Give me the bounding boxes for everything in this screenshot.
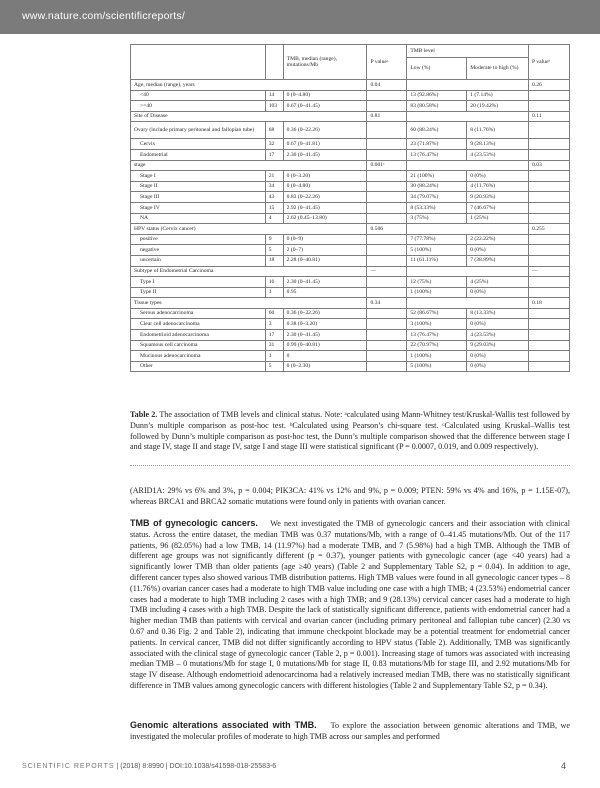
p-value-a-cell (367, 330, 407, 341)
low-cell: 3 (100%) (407, 319, 467, 330)
label-cell: Ovary (include primary peritoneal and fallopian tube) (131, 122, 266, 139)
p-value-b-cell (529, 234, 570, 245)
moderate-high-cell: 8 (11.76%) (467, 122, 529, 139)
header-n-cell (265, 45, 283, 80)
moderate-high-cell: 0 (0%) (467, 361, 529, 372)
n-cell: 32 (265, 139, 283, 150)
group-label-cell: Subtype of Endometrial Carcinoma (131, 266, 367, 277)
p-value-a-cell: 0.506 (367, 224, 407, 235)
moderate-high-cell: 4 (23.53%) (467, 330, 529, 341)
moderate-high-cell: 0 (0%) (467, 245, 529, 256)
section-text: To explore the association between genomic alterations and TMB, we investigated the molecular profiles of moderate to high TMB across our samples and performed (130, 721, 570, 741)
p-value-b-cell: 0.11 (529, 111, 570, 122)
p-value-b-cell (529, 90, 570, 101)
moderate-high-cell: 0 (0%) (467, 351, 529, 362)
label-cell: NA (131, 213, 266, 224)
n-cell: 103 (265, 101, 283, 112)
empty-cell (407, 224, 529, 235)
label-cell: Mucinous adenocarcinoma (131, 351, 266, 362)
low-cell: 5 (100%) (407, 361, 467, 372)
section-text: We next investigated the TMB of gynecologic cancers and their association with clinical status. Across the entire dataset, the median TMB was 0.37 mutations/Mb, with a range of 0–41.45 mutations/Mb. Out of the 117 patients, 96 (82.05%) had a low TMB, 14 (11.97%) had a moderate TMB, and 7 (5.98%) had a high TMB. Although the TMB of different age groups was not significantly different (p = 0.37), younger patients with gynecologic cancer (age <40 years) had a significantly lower TMB than older patients (age ≥40 years) (Table 2 and Supplementary Table S2, p = 0.04). In addition to age, different cancer types also showed various TMB distribution patterns. High TMB values were found in all gynecologic cancer types – 8 (11.76%) ovarian cancer cases had a moderate to high TMB value including one case with a high TMB; 4 (23.53%) endometrial cancer cases had a moderate to high TMB including 2 cases with a high TMB; and 9 (28.13%) cervical cancer cases had a moderate to high TMB including 4 cases with a high TMB. Despite the lack of statistically significant difference, patients with endometrial cancer had a higher median TMB than patients with cervical and ovarian cancer (including primary peritoneal and fallopian tube cancer) (2.30 vs 0.67 and 0.36 Fig. 2 and Table 2), indicating that immune checkpoint blockade may be a potential treatment for endometrial cancer patients. In cervical cancer, TMB did not differ significantly according to HPV status (Table 2). Additionally, TMB was significantly associated with the clinical stage of gynecologic cancer (Table 2, p = 0.001). Increasing stage of tumors was associated with increasing median TMB – 0 mutations/Mb for stage I, 0 mutations/Mb for stage II, 0.83 mutations/Mb for stage III, and 2.92 mutations/Mb for stage IV disease. Although endometrioid adenocarcinoma had a relatively increased median TMB, there was no statistically significant difference in TMB values among gynecologic cancers with different histologies (Table 2 and Supplementary Table S2, p = 0.34). (130, 519, 570, 690)
table-group-row (131, 224, 570, 235)
table-row (131, 255, 570, 266)
table-row (131, 122, 570, 139)
header-low: Low (%) (407, 58, 467, 80)
header-band (0, 0, 600, 34)
header-p-value-b: P valueᵇ (529, 45, 570, 80)
caption-label: Table 2. (130, 410, 158, 419)
section-heading: Genomic alterations associated with TMB. (130, 720, 317, 730)
p-value-a-cell (367, 149, 407, 160)
label-cell: Stage IV (131, 202, 266, 213)
tmb-cell: 2.30 (0–41.45) (283, 277, 367, 288)
moderate-high-cell: 9 (28.13%) (467, 139, 529, 150)
tmb-cell: 0.99 (0–40.81) (283, 340, 367, 351)
label-cell: Type II (131, 287, 266, 298)
low-cell: 7 (77.78%) (407, 234, 467, 245)
low-cell: 23 (71.87%) (407, 139, 467, 150)
p-value-b-cell (529, 245, 570, 256)
empty-cell (407, 80, 529, 91)
tmb-cell: 0 (0–2.30) (283, 361, 367, 372)
p-value-a-cell (367, 340, 407, 351)
tmb-cell: 0.67 (0–41.45) (283, 101, 367, 112)
p-value-a-cell (367, 245, 407, 256)
label-cell: Stage II (131, 181, 266, 192)
moderate-high-cell: 4 (25%) (467, 277, 529, 288)
tmb-cell: 0 (0–4.80) (283, 181, 367, 192)
moderate-high-cell: 9 (20.93%) (467, 192, 529, 203)
p-value-a-cell: 0.04 (367, 80, 407, 91)
moderate-high-cell: 0 (0%) (467, 171, 529, 182)
table-row (131, 319, 570, 330)
moderate-high-cell: 4 (11.76%) (467, 181, 529, 192)
p-value-b-cell (529, 213, 570, 224)
table-row (131, 149, 570, 160)
tmb-cell: 2.28 (0–40.81) (283, 255, 367, 266)
table-row (131, 277, 570, 288)
low-cell: 34 (79.07%) (407, 192, 467, 203)
p-value-b-cell (529, 101, 570, 112)
low-cell: 8 (53.33%) (407, 202, 467, 213)
p-value-a-cell (367, 171, 407, 182)
p-value-a-cell (367, 308, 407, 319)
empty-cell (407, 266, 529, 277)
label-cell: Endometrioid adenocarcinoma (131, 330, 266, 341)
n-cell: 43 (265, 192, 283, 203)
moderate-high-cell: 0 (0%) (467, 287, 529, 298)
p-value-a-cell (367, 319, 407, 330)
p-value-b-cell (529, 351, 570, 362)
group-label-cell: Tissue types (131, 298, 367, 309)
low-cell: 12 (75%) (407, 277, 467, 288)
table-row (131, 351, 570, 362)
header-moderate-high: Moderate to high (%) (467, 58, 529, 80)
n-cell: 5 (265, 245, 283, 256)
p-value-b-cell (529, 308, 570, 319)
tmb-cell: 0.95 (283, 287, 367, 298)
low-cell: 52 (86.67%) (407, 308, 467, 319)
table-row (131, 181, 570, 192)
n-cell: 18 (265, 255, 283, 266)
low-cell: 13 (76.47%) (407, 330, 467, 341)
low-cell: 22 (70.97%) (407, 340, 467, 351)
n-cell: 1 (265, 287, 283, 298)
header-p-value-a: P valueᵃ (367, 45, 407, 80)
p-value-a-cell: 0.34 (367, 298, 407, 309)
p-value-a-cell: 0.001ᶜ (367, 160, 407, 171)
table-row (131, 213, 570, 224)
tmb-cell: 0.36 (0–22.26) (283, 308, 367, 319)
n-cell: 1 (265, 351, 283, 362)
low-cell: 21 (100%) (407, 171, 467, 182)
label-cell: Other (131, 361, 266, 372)
empty-cell (407, 298, 529, 309)
n-cell: 60 (265, 308, 283, 319)
p-value-b-cell: 0.255 (529, 224, 570, 235)
tmb-cell: 0.83 (0–22.26) (283, 192, 367, 203)
p-value-b-cell: 0.03 (529, 160, 570, 171)
table-row (131, 234, 570, 245)
label-cell: Cervix (131, 139, 266, 150)
tmb-cell: 0 (0–3.20) (283, 171, 367, 182)
p-value-a-cell (367, 361, 407, 372)
table-group-row (131, 160, 570, 171)
group-label-cell: HPV status (Cervix cancer) (131, 224, 367, 235)
table-row (131, 101, 570, 112)
header-tmb-level: TMB level (407, 45, 529, 58)
n-cell: 17 (265, 149, 283, 160)
p-value-b-cell (529, 149, 570, 160)
p-value-b-cell (529, 277, 570, 288)
table-header-row (131, 45, 570, 58)
table-2 (130, 44, 570, 372)
empty-cell (407, 160, 529, 171)
p-value-a-cell (367, 351, 407, 362)
n-cell: 4 (265, 213, 283, 224)
label-cell: Stage I (131, 171, 266, 182)
label-cell: Type I (131, 277, 266, 288)
table-row (131, 90, 570, 101)
tmb-cell: 0.36 (0–22.26) (283, 122, 367, 139)
label-cell: uncertain (131, 255, 266, 266)
moderate-high-cell: 1 (7.14%) (467, 90, 529, 101)
p-value-b-cell: 0.18 (529, 298, 570, 309)
p-value-b-cell (529, 192, 570, 203)
label-cell: Clear cell adenocarcinoma (131, 319, 266, 330)
p-value-a-cell: 0.81 (367, 111, 407, 122)
low-cell: 1 (100%) (407, 351, 467, 362)
footer-journal: SCIENTIFIC REPORTS (22, 763, 115, 770)
low-cell: 60 (88.24%) (407, 122, 467, 139)
label-cell: Squamous cell carcinoma (131, 340, 266, 351)
p-value-a-cell (367, 277, 407, 288)
journal-url[interactable]: www.nature.com/scientificreports/ (22, 10, 185, 22)
table-row (131, 330, 570, 341)
table-row (131, 361, 570, 372)
table-row (131, 340, 570, 351)
moderate-high-cell: 9 (29.03%) (467, 340, 529, 351)
p-value-b-cell (529, 181, 570, 192)
low-cell: 3 (75%) (407, 213, 467, 224)
empty-cell (407, 111, 529, 122)
n-cell: 31 (265, 340, 283, 351)
p-value-a-cell (367, 202, 407, 213)
table-caption (130, 410, 570, 453)
label-cell: negative (131, 245, 266, 256)
p-value-b-cell (529, 139, 570, 150)
n-cell: 15 (265, 202, 283, 213)
tmb-cell: 0.38 (0–3.20) (283, 319, 367, 330)
p-value-b-cell: — (529, 266, 570, 277)
n-cell: 34 (265, 181, 283, 192)
table-row (131, 245, 570, 256)
label-cell: positive (131, 234, 266, 245)
low-cell: 1 (100%) (407, 287, 467, 298)
tmb-cell: 0 (283, 351, 367, 362)
page-footer (22, 763, 276, 770)
table-row (131, 139, 570, 150)
p-value-b-cell (529, 171, 570, 182)
tmb-cell: 2.62 (0.45–13.80) (283, 213, 367, 224)
p-value-a-cell: — (367, 266, 407, 277)
group-label-cell: stage (131, 160, 367, 171)
label-cell: Stage III (131, 192, 266, 203)
p-value-b-cell (529, 340, 570, 351)
low-cell: 30 (88.24%) (407, 181, 467, 192)
tmb-cell: 2.92 (0–41.45) (283, 202, 367, 213)
tmb-cell: 2.30 (0–41.45) (283, 330, 367, 341)
low-cell: 13 (76.47%) (407, 149, 467, 160)
tmb-cell: 2.30 (0–41.45) (283, 149, 367, 160)
label-cell: Serous adenocarcinoma (131, 308, 266, 319)
caption-divider (130, 465, 570, 466)
p-value-a-cell (367, 287, 407, 298)
moderate-high-cell: 1 (25%) (467, 213, 529, 224)
header-empty-cell (131, 45, 266, 80)
tmb-cell: 0 (0–9) (283, 234, 367, 245)
p-value-b-cell (529, 330, 570, 341)
p-value-a-cell (367, 101, 407, 112)
p-value-b-cell (529, 255, 570, 266)
label-cell: <40 (131, 90, 266, 101)
n-cell: 16 (265, 277, 283, 288)
section-genomic-alterations (130, 720, 570, 743)
n-cell: 5 (265, 361, 283, 372)
table-group-row (131, 298, 570, 309)
footer-citation: | (2018) 8:8990 | DOI:10.1038/s41598-018-25583-6 (114, 763, 277, 770)
table-group-row (131, 111, 570, 122)
table-row (131, 308, 570, 319)
moderate-high-cell: 7 (46.67%) (467, 202, 529, 213)
moderate-high-cell: 20 (19.42%) (467, 101, 529, 112)
tmb-cell: 0 (0–4.80) (283, 90, 367, 101)
table-row (131, 287, 570, 298)
moderate-high-cell: 7 (38.89%) (467, 255, 529, 266)
low-cell: 13 (92.86%) (407, 90, 467, 101)
p-value-b-cell (529, 202, 570, 213)
low-cell: 5 (100%) (407, 245, 467, 256)
table-row (131, 171, 570, 182)
p-value-a-cell (367, 213, 407, 224)
section-tmb-gynecologic (130, 518, 570, 692)
caption-text: The association of TMB levels and clinical status. Note: ᵃcalculated using Mann-Whitney test/Kruskal-Wallis test followed by Dunn’s multiple comparison as post-hoc test. ᵇCalculated using Pearson’s chi-square test. ᶜCalculated using Kruskal–Wallis test followed by Dunn’s multiple comparison as post-hoc test, the Dunn’s multiple comparison showed that the difference between stage I and stage IV, stage II and stage IV, satge I and stage III were statistical significant (P = 0.0007, 0.019, and 0.009 respectively). (130, 410, 570, 452)
p-value-a-cell (367, 122, 407, 139)
p-value-b-cell (529, 287, 570, 298)
p-value-b-cell (529, 122, 570, 139)
p-value-a-cell (367, 139, 407, 150)
n-cell: 14 (265, 90, 283, 101)
moderate-high-cell: 8 (13.33%) (467, 308, 529, 319)
n-cell: 3 (265, 319, 283, 330)
label-cell: Endometrial (131, 149, 266, 160)
moderate-high-cell: 0 (0%) (467, 319, 529, 330)
p-value-a-cell (367, 90, 407, 101)
n-cell: 21 (265, 171, 283, 182)
p-value-a-cell (367, 255, 407, 266)
table-group-row (131, 80, 570, 91)
header-tmb: TMB, median (range), mutations/Mb (283, 45, 367, 80)
label-cell: >=40 (131, 101, 266, 112)
page-number: 4 (561, 761, 567, 771)
low-cell: 83 (80.58%) (407, 101, 467, 112)
tmb-cell: 2 (0–7) (283, 245, 367, 256)
p-value-a-cell (367, 181, 407, 192)
table-row (131, 192, 570, 203)
low-cell: 11 (61.11%) (407, 255, 467, 266)
p-value-b-cell: 0.26 (529, 80, 570, 91)
moderate-high-cell: 4 (23.53%) (467, 149, 529, 160)
group-label-cell: Site of Disease (131, 111, 367, 122)
n-cell: 68 (265, 122, 283, 139)
p-value-a-cell (367, 234, 407, 245)
moderate-high-cell: 2 (22.22%) (467, 234, 529, 245)
paragraph-gene-comparison: (ARID1A: 29% vs 6% and 3%, p = 0.004; PIK3CA: 41% vs 12% and 9%, p = 0.009; PTEN: 59% vs 4% and 16%, p = 1.15E-07), whereas BRCA1 and BRCA2 somatic mutations were found only in patients with ovarian cancer. (130, 486, 570, 506)
table-row (131, 202, 570, 213)
table-group-row (131, 266, 570, 277)
n-cell: 9 (265, 234, 283, 245)
p-value-b-cell (529, 361, 570, 372)
n-cell: 17 (265, 330, 283, 341)
tmb-cell: 0.67 (0–41.81) (283, 139, 367, 150)
section-heading: TMB of gynecologic cancers. (130, 518, 258, 528)
group-label-cell: Age, median (range), years (131, 80, 367, 91)
p-value-a-cell (367, 192, 407, 203)
p-value-b-cell (529, 319, 570, 330)
